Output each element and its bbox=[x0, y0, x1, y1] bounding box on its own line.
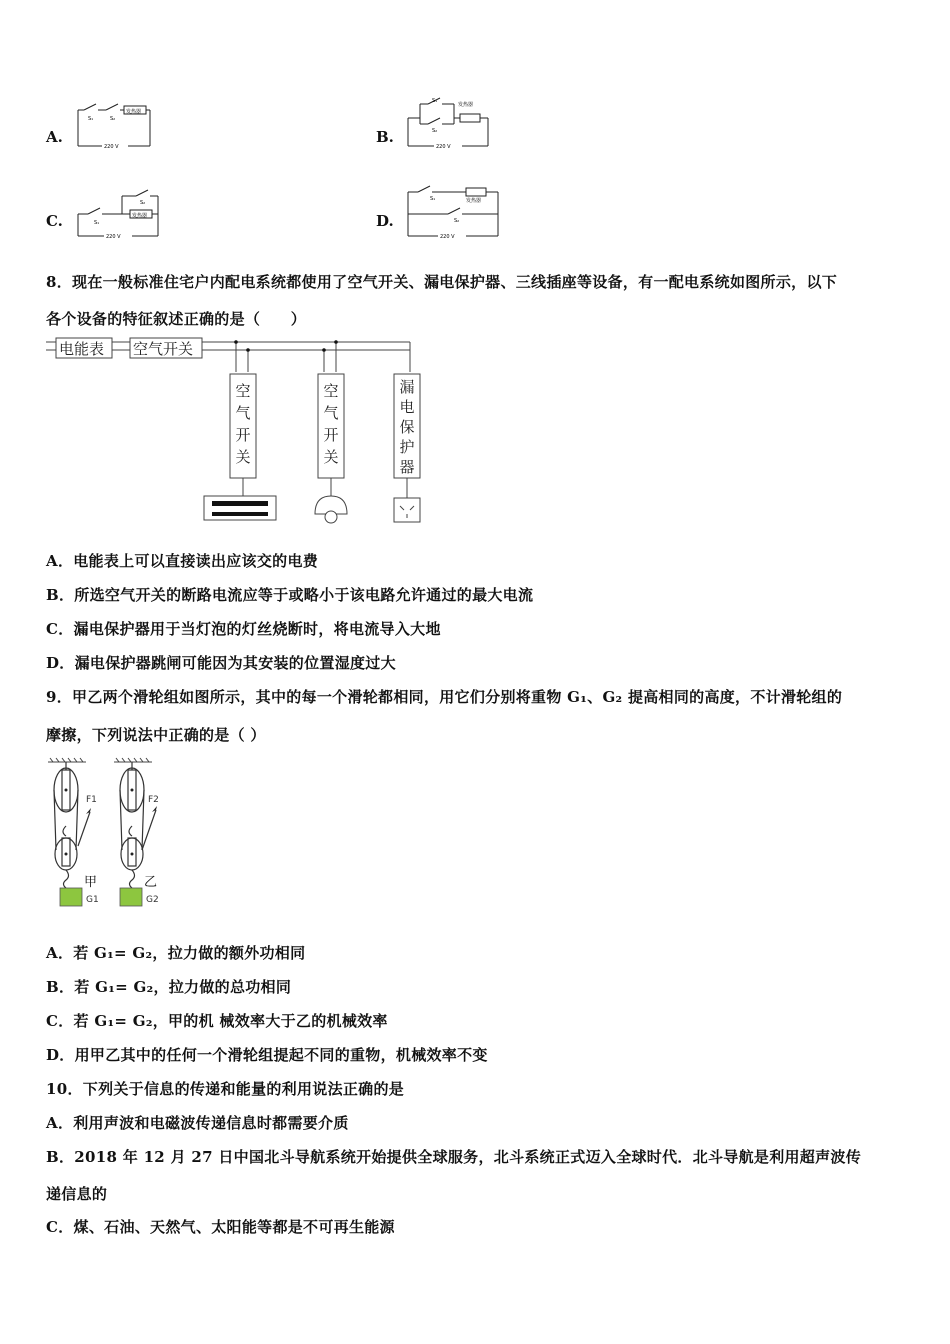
q8-distribution-figure bbox=[44, 336, 434, 526]
q9-stem-line2: 摩擦，下列说法中正确的是（ ） bbox=[46, 726, 266, 744]
branch1-char: 空 bbox=[235, 382, 251, 400]
heater-label-d: 发热器 bbox=[466, 198, 482, 204]
heater-label-c: 发热器 bbox=[132, 213, 148, 219]
q10-option-b-line1: B．2018 年 12 月 27 日中国北斗导航系统开始提供全球服务，北斗系统正式迈入全球时代．北斗导航是利用超声波传 bbox=[46, 1148, 861, 1166]
svg-text:S₁: S₁ bbox=[432, 98, 438, 104]
jia-label: 甲 bbox=[84, 875, 98, 890]
circuit-a-diagram bbox=[74, 100, 154, 152]
q8-option-a: A．电能表上可以直接读出应该交的电费 bbox=[46, 552, 319, 570]
branch1-char: 关 bbox=[235, 448, 251, 466]
q9-option-a: A．若 G₁= G₂，拉力做的额外功相同 bbox=[46, 944, 306, 962]
f2-label: F2 bbox=[148, 795, 159, 805]
branch2-char: 关 bbox=[323, 448, 339, 466]
branch2-char: 空 bbox=[323, 382, 339, 400]
q9-pulley-figure bbox=[44, 756, 174, 912]
q9-stem-line1: 9．甲乙两个滑轮组如图所示，其中的每一个滑轮都相同，用它们分别将重物 G₁、G₂ 提高相同的高度，不计滑轮组的 bbox=[46, 688, 843, 706]
circuit-d-diagram bbox=[404, 182, 504, 242]
main-switch-label: 空气开关 bbox=[133, 340, 194, 358]
svg-text:S₂: S₂ bbox=[454, 218, 460, 224]
voltage-label-c: 220 V bbox=[106, 234, 121, 240]
g1-label: G1 bbox=[86, 895, 99, 905]
q10-stem: 10．下列关于信息的传递和能量的利用说法正确的是 bbox=[46, 1080, 405, 1098]
branch2-char: 气 bbox=[323, 404, 339, 422]
q9-option-d: D．用甲乙其中的任何一个滑轮组提起不同的重物，机械效率不变 bbox=[46, 1046, 488, 1064]
circuit-b-diagram bbox=[404, 94, 494, 152]
branch3-char: 护 bbox=[399, 438, 415, 456]
branch1-char: 气 bbox=[235, 404, 251, 422]
svg-text:S₁: S₁ bbox=[88, 116, 94, 122]
q8-option-b: B．所选空气开关的断路电流应等于或略小于该电路允许通过的最大电流 bbox=[46, 586, 534, 604]
q9-option-c: C．若 G₁= G₂，甲的机 械效率大于乙的机械效率 bbox=[46, 1012, 388, 1030]
q8-stem-line2: 各个设备的特征叙述正确的是（ ） bbox=[46, 310, 307, 328]
option-d-label: D. bbox=[376, 212, 394, 230]
circuit-c-diagram bbox=[74, 186, 164, 242]
q10-option-a: A．利用声波和电磁波传递信息时都需要介质 bbox=[46, 1114, 349, 1132]
voltage-label-d: 220 V bbox=[440, 234, 455, 240]
svg-text:S₂: S₂ bbox=[110, 116, 116, 122]
branch3-char: 保 bbox=[399, 418, 415, 436]
svg-text:S₂: S₂ bbox=[432, 128, 438, 134]
voltage-label-a: 220 V bbox=[104, 144, 119, 150]
q10-option-c: C．煤、石油、天然气、太阳能等都是不可再生能源 bbox=[46, 1218, 395, 1236]
branch3-char: 漏 bbox=[399, 378, 415, 396]
heater-label-a: 发热器 bbox=[126, 109, 142, 115]
svg-text:S₂: S₂ bbox=[140, 200, 146, 206]
voltage-label-b: 220 V bbox=[436, 144, 451, 150]
svg-text:S₁: S₁ bbox=[430, 196, 436, 202]
svg-text:S₁: S₁ bbox=[94, 220, 100, 226]
option-b-label: B. bbox=[376, 128, 394, 146]
meter-label: 电能表 bbox=[59, 340, 105, 358]
q8-stem-line1: 8．现在一般标准住宅户内配电系统都使用了空气开关、漏电保护器、三线插座等设备，有一配电系统如图所示，以下 bbox=[46, 273, 838, 291]
heater-label-b: 发热器 bbox=[458, 102, 474, 108]
g2-label: G2 bbox=[146, 895, 159, 905]
q8-option-c: C．漏电保护器用于当灯泡的灯丝烧断时，将电流导入大地 bbox=[46, 620, 441, 638]
f1-label: F1 bbox=[86, 795, 97, 805]
branch3-char: 电 bbox=[399, 398, 415, 416]
option-c-label: C. bbox=[46, 212, 63, 230]
branch1-char: 开 bbox=[235, 426, 251, 444]
branch3-char: 器 bbox=[399, 458, 415, 476]
branch2-char: 开 bbox=[323, 426, 339, 444]
q10-option-b-line2: 递信息的 bbox=[46, 1185, 108, 1203]
q9-option-b: B．若 G₁= G₂，拉力做的总功相同 bbox=[46, 978, 292, 996]
option-a-label: A. bbox=[46, 128, 63, 146]
q8-option-d: D．漏电保护器跳闸可能因为其安装的位置湿度过大 bbox=[46, 654, 396, 672]
yi-label: 乙 bbox=[144, 875, 158, 890]
